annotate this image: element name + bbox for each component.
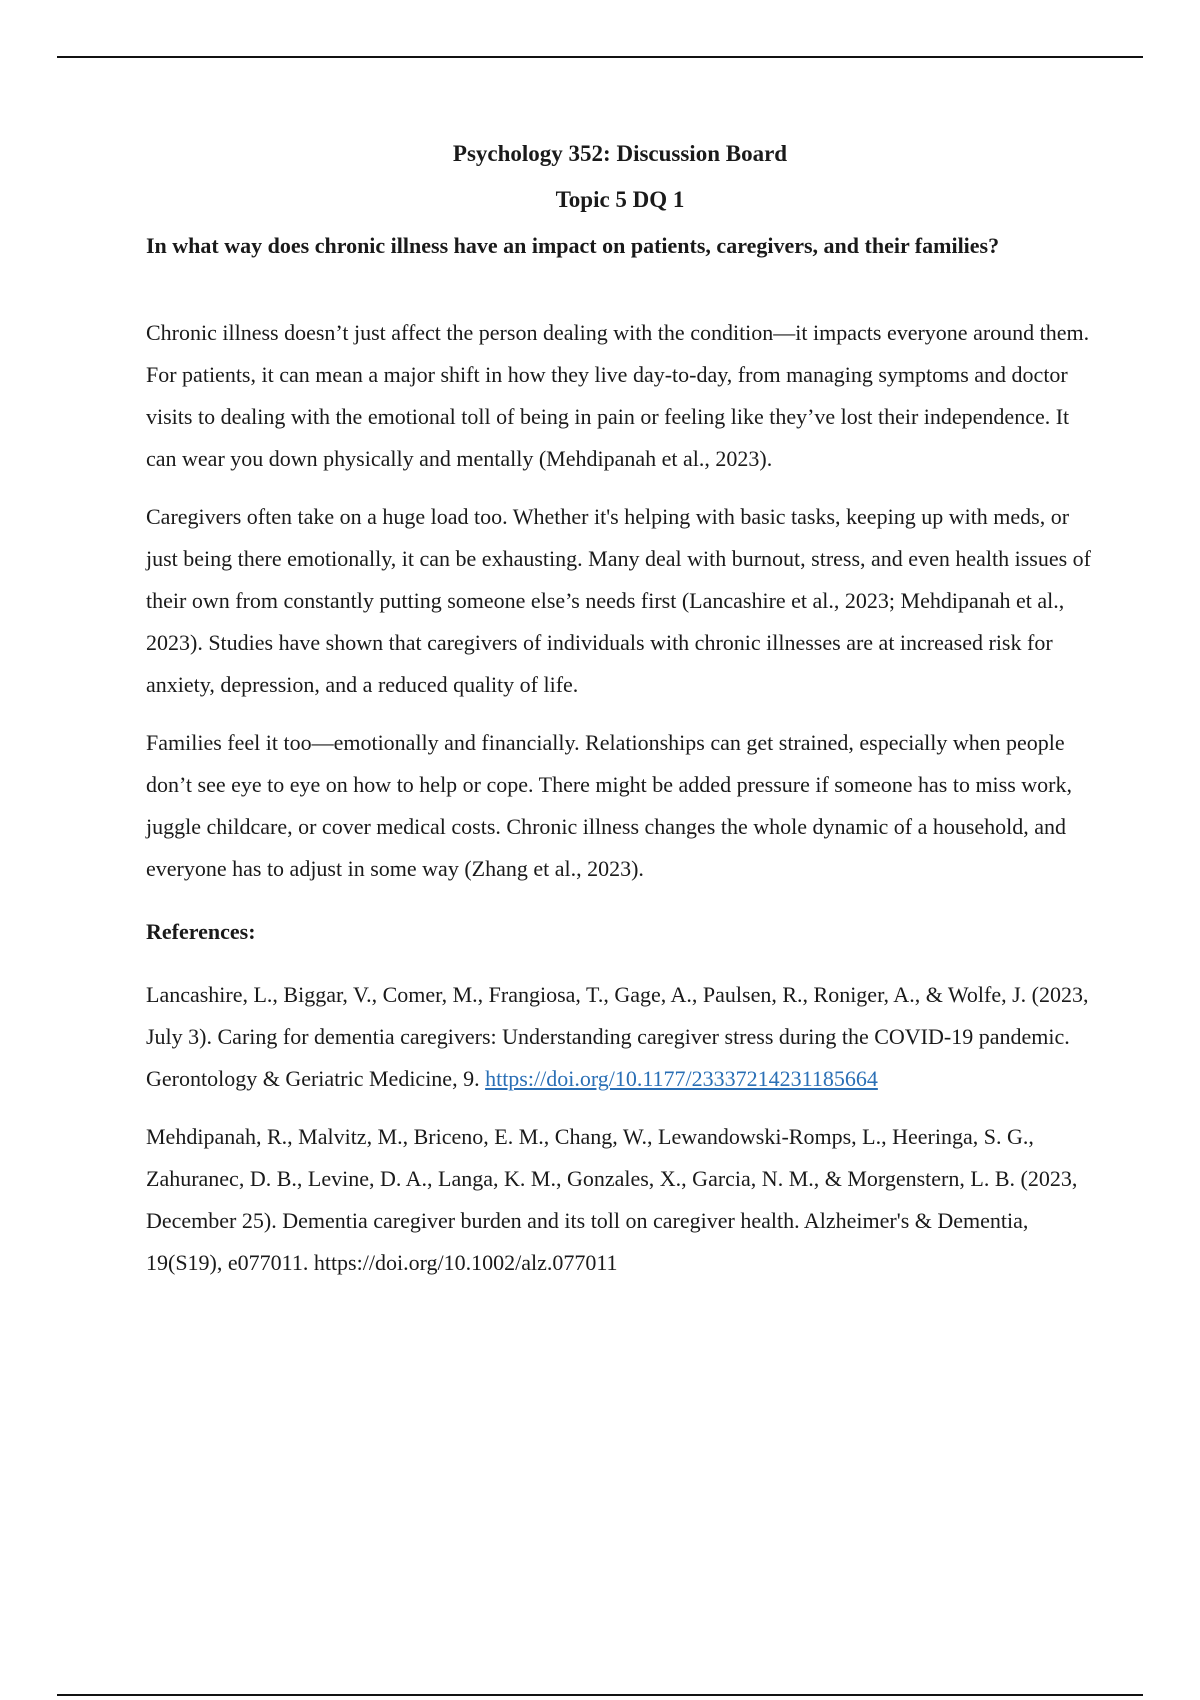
topic-title: Topic 5 DQ 1	[555, 187, 685, 212]
paragraph-patients: Chronic illness doesn’t just affect the person dealing with the condition—it impacts everyone around them. For patients, it can mean a major shift in how they live day-to-day, from managing symptoms and doctor visits to dealing with the emotional toll of being in pain or feeling like they’ve lost their independence. It can wear you down physically and mentally (Mehdipanah et al., 2023).	[146, 320, 1090, 471]
course-title: Psychology 352: Discussion Board	[452, 141, 788, 166]
paragraph-families: Families feel it too—emotionally and financially. Relationships can get strained, especially when people don’t see eye to eye on how to help or cope. There might be added pressure if someone has to miss work, juggle childcare, or cover medical costs. Chronic illness changes the whole dynamic of a household, and everyone has to adjust in some way (Zhang et al., 2023).	[146, 730, 1073, 881]
reference-lancashire-text: Lancashire, L., Biggar, V., Comer, M., Frangiosa, T., Gage, A., Paulsen, R., Roniger, A., & Wolfe, J. (2023, July 3). Caring for dementia caregivers: Understanding caregiver stress during the COVID-19 pandemic. Gerontology & Geriatric Medicine, 9.	[146, 982, 1089, 1091]
footer-rule	[57, 1694, 1143, 1696]
references-heading: References:	[146, 919, 256, 944]
header-rule	[57, 56, 1143, 58]
reference-lancashire	[146, 974, 1094, 1100]
paragraph-caregivers: Caregivers often take on a huge load too. Whether it's helping with basic tasks, keeping up with meds, or just being there emotionally, it can be exhausting. Many deal with burnout, stress, and even health issues of their own from constantly putting someone else’s needs first (Lancashire et al., 2023; Mehdipanah et al., 2023). Studies have shown that caregivers of individuals with chronic illnesses are at increased risk for anxiety, depression, and a reduced quality of life.	[146, 504, 1091, 697]
document-body	[146, 140, 1094, 1300]
reference-mehdipanah: Mehdipanah, R., Malvitz, M., Briceno, E. M., Chang, W., Lewandowski-Romps, L., Heeringa, S. G., Zahuranec, D. B., Levine, D. A., Langa, K. M., Gonzales, X., Garcia, N. M., & Morgenstern, L. B. (2023, December 25). Dementia caregiver burden and its toll on caregiver health. Alzheimer's & Dementia, 19(S19), e077011. https://doi.org/10.1002/alz.077011	[146, 1124, 1078, 1275]
reference-lancashire-doi-link[interactable]: https://doi.org/10.1177/23337214231185664	[485, 1066, 878, 1091]
question-title: In what way does chronic illness have an impact on patients, caregivers, and their families?	[146, 233, 1000, 258]
